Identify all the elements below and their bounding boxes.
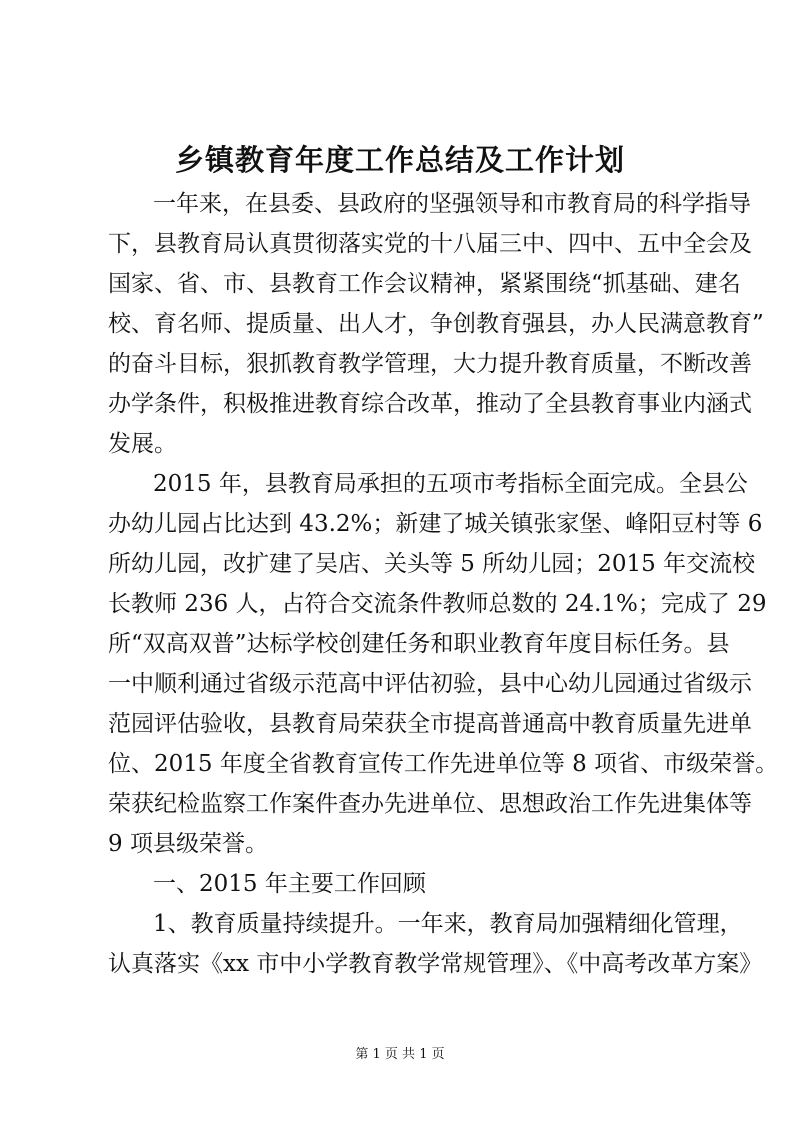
text-line: 办幼儿园占比达到 43.2%；新建了城关镇张家堡、峰阳豆村等 6 [108,511,763,537]
text-line: 9 项县级荣誉。 [108,831,268,857]
text-line: 范园评估验收，县教育局荣获全市提高普通高中教育质量先进单 [108,711,752,737]
text-line: 1、教育质量持续提升。一年来，教育局加强精细化管理， [153,911,743,937]
text-line: 发展。 [108,431,177,457]
text-line: 荣获纪检监察工作案件查办先进单位、思想政治工作先进集体等 [108,791,752,817]
text-line: 的奋斗目标，狠抓教育教学管理，大力提升教育质量，不断改善 [108,351,752,377]
text-line: 所幼儿园，改扩建了吴店、关头等 5 所幼儿园；2015 年交流校 [108,551,756,577]
section-heading: 一、2015 年主要工作回顾 [153,871,426,897]
document-body [108,184,779,984]
text-line: 长教师 236 人，占符合交流条件教师总数的 24.1%；完成了 29 [108,591,767,617]
text-line: 位、2015 年度全省教育宣传工作先进单位等 8 项省、市级荣誉。 [108,751,779,777]
text-line: 国家、省、市、县教育工作会议精神，紧紧围绕“抓基础、建名 [108,271,741,297]
text-line: 办学条件，积极推进教育综合改革，推动了全县教育事业内涵式 [108,391,752,417]
text-line: 所“双高双普”达标学校创建任务和职业教育年度目标任务。县 [108,631,730,657]
text-line: 一中顺利通过省级示范高中评估初验，县中心幼儿园通过省级示 [108,671,752,697]
text-line: 认真落实《xx 市中小学教育教学常规管理》、《中高考改革方案》 [108,951,763,977]
page-footer: 第 1 页 共 1 页 [355,1047,445,1062]
page-title: 乡镇教育年度工作总结及工作计划 [174,143,625,177]
text-line: 下，县教育局认真贯彻落实党的十八届三中、四中、五中全会及 [108,231,752,257]
text-line: 校、育名师、提质量、出人才，争创教育强县，办人民满意教育” [108,311,764,337]
text-line: 2015 年，县教育局承担的五项市考指标全面完成。全县公 [153,471,748,497]
text-line: 一年来，在县委、县政府的坚强领导和市教育局的科学指导 [153,191,751,217]
